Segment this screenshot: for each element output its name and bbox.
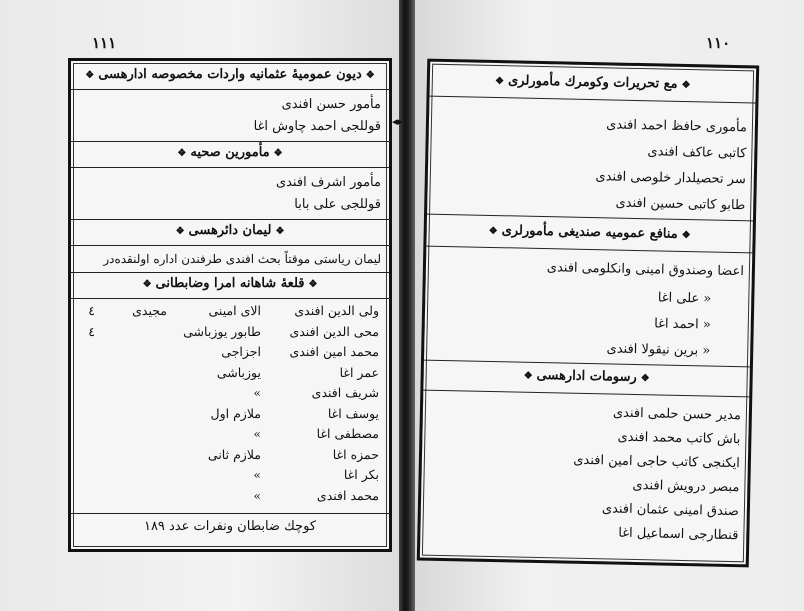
section-header [71,276,389,291]
section-title: مأمورین صحیه [190,145,270,160]
divider [71,272,389,273]
ornament-icon: ❖ [681,229,691,242]
officer-medal: مجیدی [132,303,167,318]
divider [71,245,389,246]
officer-name: محمد افندی [316,487,379,503]
list-item: طابو کاتبی حسین افندی [615,195,746,214]
officer-name: عمر اغا [339,364,379,380]
ornament-icon: ❖ [523,370,533,382]
divider [71,513,389,514]
section-title: رسومات ادارهسی [536,367,637,386]
list-item: « برین نیقولا افندی [606,341,711,359]
right-page-number: ١١٠ [706,34,731,52]
list-item: « علی اغا [657,290,712,307]
left-page-number: ١١١ [92,34,117,52]
ornament-icon: ❖ [142,279,152,290]
divider [71,141,389,142]
ornament-icon: ❖ [365,70,375,81]
gutter-mark: ◂▸ [392,115,404,128]
list-item: باش کاتب محمد افندی [617,429,741,448]
list-item: قوللجی احمد چاوش اغا [253,119,381,134]
list-item: اعضا وصندوق امینی وانکلومی افندی [546,260,745,280]
divider [71,167,389,168]
total-line: کوچك ضابطان ونفرات عدد ۱۸۹ [143,519,317,534]
officer-name: مصطفی اغا [316,426,379,441]
officer-rank: ملازم ثانی [207,446,261,462]
officer-level: ٤ [88,303,95,318]
divider [71,89,389,90]
ornament-icon: ❖ [275,226,285,237]
officer-name: یوسف اغا [327,405,379,421]
officer-rank: » [253,467,261,482]
list-item: مأمور اشرف افندی [275,175,381,190]
officer-name: محی الدین افندی [289,323,379,339]
ornament-icon: ❖ [177,148,187,159]
section-title: قلعهٔ شاهانه امرا وضابطانی [155,276,305,291]
divider [71,219,389,220]
list-item: مبصر درویش افندی [632,477,740,496]
officer-rank: » [253,426,261,441]
officer-rank: الای امینی [208,303,261,318]
list-item: مأمور حسن افندی [281,97,381,112]
list-item: کاتبی عاکف افندی [647,144,747,162]
divider [429,96,755,104]
section-header [427,222,753,244]
divider [426,246,752,254]
officer-rank: ملازم اول [210,405,261,421]
ornament-icon: ❖ [640,373,650,385]
section-header [71,145,389,160]
officer-name: شریف افندی [311,385,379,400]
officer-rank: طابور یوزباشی [183,323,261,339]
section-title: دیون عمومیهٔ عثمانیه واردات مخصوصه ادارهسی [98,67,362,82]
officer-name: حمزه اغا [332,446,379,462]
list-item: مدیر حسن حلمی افندی [612,405,742,424]
divider [427,214,753,222]
ornament-icon: ❖ [494,76,505,88]
list-item: سر تحصیلدار خلوصی افندی [595,169,746,188]
list-item: قوللجی علی بابا [294,197,381,212]
section-header [424,366,750,388]
officer-level: ٤ [88,323,95,339]
section-header [430,72,756,94]
section-title: لیمان دائرهسی [188,223,272,238]
list-item: ایکنجی کاتب حاجی امین افندی [573,452,741,472]
list-item: صندق امینی عثمان افندی [601,501,740,520]
officer-rank: یوزباشی [216,364,261,380]
ornament-icon: ❖ [308,279,318,290]
ornament-icon: ❖ [488,225,498,238]
list-item: لیمان ریاستی موقتاً بحث افندی طرفندن اداره اولنقده‌در [103,252,381,266]
officer-rank: اجزاجی [221,344,261,359]
officer-rank: » [253,487,261,503]
section-header [71,223,389,238]
book-spine [399,0,415,611]
officer-rank: » [253,385,261,400]
ornament-icon: ❖ [681,79,691,92]
divider [71,298,389,299]
ornament-icon: ❖ [85,70,95,81]
list-item: قنطارجی اسماعیل اغا [618,525,739,544]
list-item: مأموری حافظ احمد افندی [606,117,748,136]
divider [423,390,749,398]
section-header [71,67,389,82]
ornament-icon: ❖ [273,148,283,159]
section-title: مع تحریرات وکومرك مأمورلری [507,73,678,92]
right-page-frame [417,59,759,568]
ornament-icon: ❖ [175,226,185,237]
left-page-frame [68,58,392,552]
list-item: « احمد اغا [654,316,711,333]
officer-name: محمد امین افندی [289,344,379,359]
section-title: منافع عمومیه صندیغی مأمورلری [501,223,678,242]
officer-name: ولی الدین افندی [294,303,379,318]
officer-name: بکر اغا [343,467,379,482]
